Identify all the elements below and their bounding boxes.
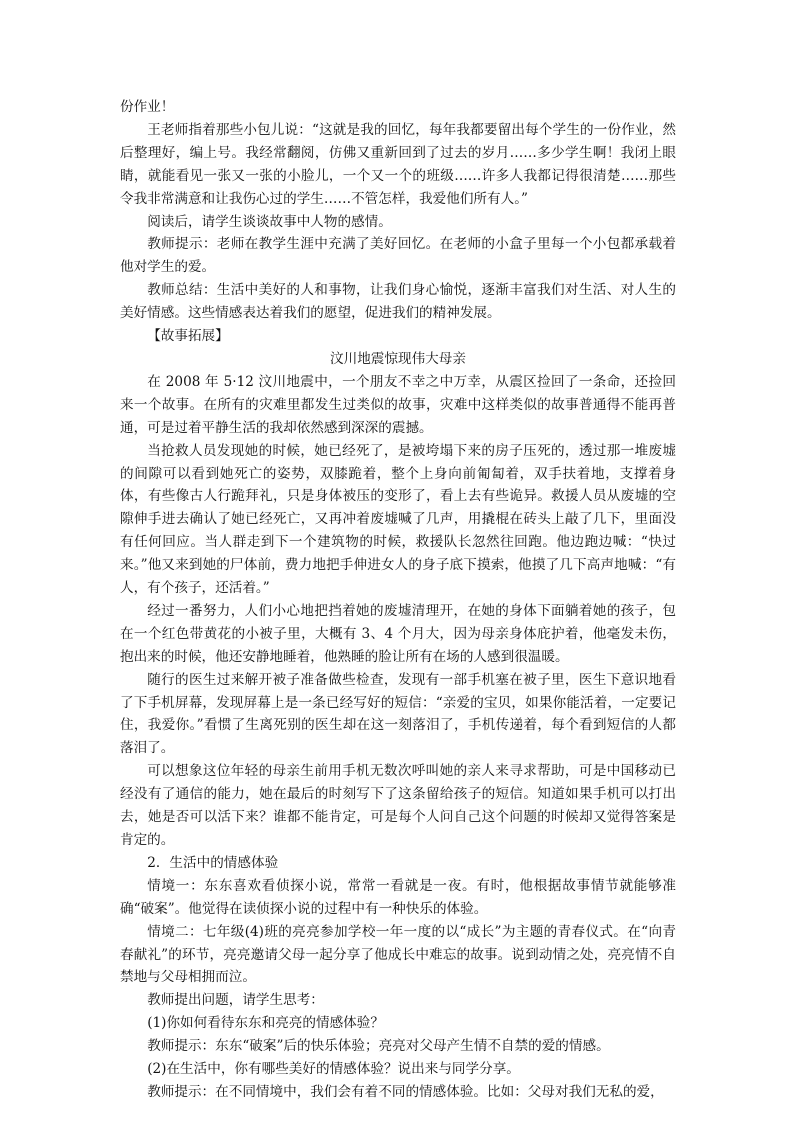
paragraph: 教师提示：老师在教学生涯中充满了美好回忆。在老师的小盒子里每一个小包都承载着他对学生的爱。 [120, 236, 676, 276]
paragraph: 份作业！ [120, 99, 175, 115]
paragraph: (2)在生活中，你有哪些美好的情感体验？说出来与同学分享。 [147, 1061, 520, 1078]
paragraph: 教师提示：在不同情境中，我们会有着不同的情感体验。比如：父母对我们无私的爱， [147, 1083, 664, 1100]
paragraph: 教师提示：东东“破案”后的快乐体验；亮亮对父母产生情不自禁的爱的情感。 [147, 1038, 610, 1055]
paragraph: 可以想象这位年轻的母亲生前用手机无数次呼叫她的亲人来寻求帮助，可是中国移动已经没有了通信的能力，她在最后的时刻写下了这条留给孩子的短信。知道如果手机可以打出去，她是否可以活下来？谁都不能肯定，可是每个人问自己这个问题的时候却又觉得答案是肯定的。 [120, 763, 676, 848]
paragraph: 经过一番努力，人们小心地把挡着她的废墟清理开，在她的身体下面躺着她的孩子，包在一个红色带黄花的小被子里，大概有 3、4 个月大，因为母亲身体庇护着，他毫发未伤，抱出来的时候，他还安静地睡着，他熟睡的脸让所有在场的人感到很温暖。 [120, 602, 676, 665]
paragraph: 阅读后，请学生谈谈故事中人物的感情。 [147, 213, 392, 230]
paragraph: 随行的医生过来解开被子准备做些检查，发现有一部手机塞在被子里，医生下意识地看了下手机屏幕，发现屏幕上是一条已经写好的短信：“亲爱的宝贝，如果你能活着，一定要记住，我爱你。”看惯了生离死别的医生却在这一刻落泪了，手机传递着，每个看到短信的人都落泪了。 [120, 671, 676, 757]
paragraph: 王老师指着那些小包儿说：“这就是我的回忆，每年我都要留出每个学生的一份作业，然后整理好，编上号。我经常翻阅，仿佛又重新回到了过去的岁月……多少学生啊！我闭上眼睛，就能看见一张又一张的小脸儿，一个又一个的班级……许多人我都记得很清楚……那些令我非常满意和让我伤心过的学生……不管怎样，我爱他们所有人。” [120, 121, 676, 207]
paragraph: (1)你如何看待东东和亮亮的情感体验？ [147, 1015, 384, 1032]
paragraph: 2．生活中的情感体验 [147, 854, 279, 871]
document-page [120, 96, 676, 1104]
paragraph: 在 2008 年 5·12 汶川地震中，一个朋友不幸之中万幸，从震区捡回了一条命，还捡回来一个故事。在所有的灾难里都发生过类似的故事，灾难中这样类似的故事普通得不能再普通，可是过着平静生活的我却依然感到深深的震撼。 [120, 373, 676, 436]
paragraph: 教师提出问题，请学生思考： [147, 992, 324, 1009]
paragraph: 【故事拓展】 [147, 328, 229, 345]
story-title: 汶川地震惊现伟大母亲 [330, 350, 466, 367]
paragraph: 情境二：七年级(4)班的亮亮参加学校一年一度的以“成长”为主题的青春仪式。在“向青春献礼”的环节，亮亮邀请父母一起分享了他成长中难忘的故事。说到动情之处，亮亮情不自禁地与父母相拥而泣。 [120, 923, 676, 986]
paragraph: 情境一：东东喜欢看侦探小说，常常一看就是一夜。有时，他根据故事情节就能够准确“破案”。他觉得在读侦探小说的过程中有一种快乐的体验。 [120, 877, 676, 917]
paragraph: 当抢救人员发现她的时候，她已经死了，是被垮塌下来的房子压死的，透过那一堆废墟的间隙可以看到她死亡的姿势，双膝跪着，整个上身向前匍匐着，双手扶着地，支撑着身体，有些像古人行跪拜礼，只是身体被压的变形了，看上去有些诡异。救援人员从废墟的空隙伸手进去确认了她已经死亡，又再冲着废墟喊了几声，用撬棍在砖头上敲了几下，里面没有任何回应。当人群走到下一个建筑物的时候，救援队长忽然往回跑。他边跑边喊：“快过来。”他又来到她的尸体前，费力地把手伸进女人的身子底下摸索，他摸了几下高声地喊：“有人，有个孩子，还活着。” [120, 442, 676, 597]
paragraph: 教师总结：生活中美好的人和事物，让我们身心愉悦，逐渐丰富我们对生活、对人生的美好情感。这些情感表达着我们的愿望，促进我们的精神发展。 [120, 282, 676, 322]
